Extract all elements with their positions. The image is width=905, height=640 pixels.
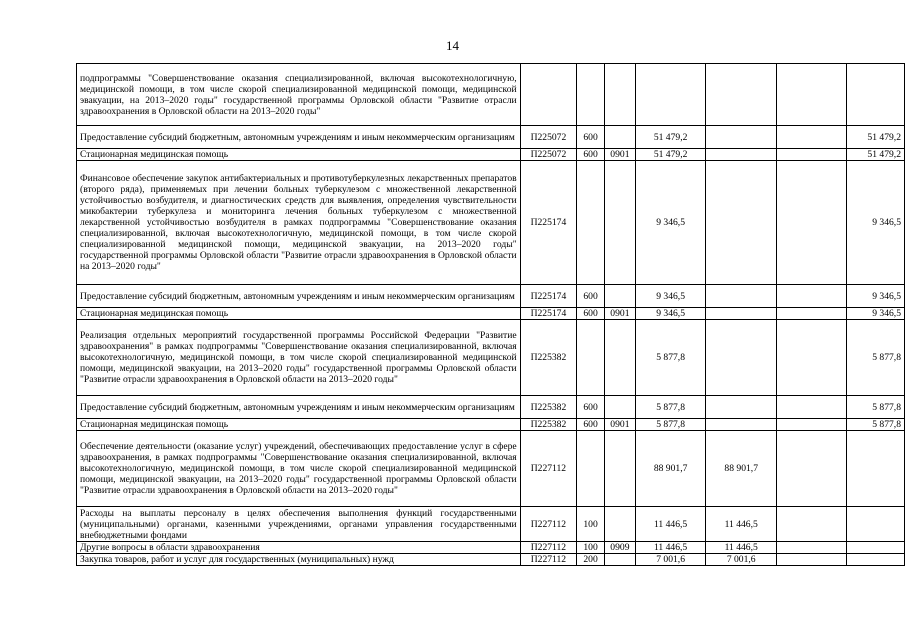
- target-article-code: П225174: [520, 285, 577, 308]
- sum-col-2: 7 001,6: [706, 554, 777, 566]
- expense-type-code: 200: [577, 554, 605, 566]
- target-article-code: П225382: [520, 419, 577, 431]
- sum-total: 5 877,8: [635, 396, 706, 419]
- sum-col-4: [846, 554, 904, 566]
- table-row: [77, 308, 905, 320]
- expense-type-code: 600: [577, 419, 605, 431]
- sum-total: 5 877,8: [635, 419, 706, 431]
- sum-col-3: [777, 308, 847, 320]
- sum-col-3: [777, 64, 847, 126]
- row-description: подпрограммы "Совершенствование оказания специализированной, включая высокотехнологичную, медицинской помощи, в том числе скорой специализированной медицинской помощи, медицинской эвакуации, на 2013–2020 годы" государственной программы Орловской области "Развитие отрасли здравоохранения в Орловской области на 2013–2020 годы": [77, 64, 521, 126]
- target-article-code: П227112: [520, 554, 577, 566]
- target-article-code: П225382: [520, 320, 577, 396]
- sum-total: 11 446,5: [635, 507, 706, 542]
- section-code: [604, 126, 635, 149]
- table-row: [77, 554, 905, 566]
- sum-col-4: 9 346,5: [846, 161, 904, 285]
- target-article-code: П225174: [520, 308, 577, 320]
- row-description: Реализация отдельных мероприятий государственной программы Российской Федерации "Развитие здравоохранения" в рамках подпрограммы "Совершенствование оказания специализированной, включая высокотехнологичную, медицинской помощи, в том числе скорой специализированной медицинской помощи, медицинской эвакуации, на 2013–2020 годы" государственной программы Орловской области "Развитие отрасли здравоохранения в Орловской области на 2013–2020 годы": [77, 320, 521, 396]
- sum-total: 11 446,5: [635, 542, 706, 554]
- sum-col-4: 51 479,2: [846, 149, 904, 161]
- table-row: [77, 320, 905, 396]
- section-code: [604, 320, 635, 396]
- sum-total: [635, 64, 706, 126]
- sum-col-2: 11 446,5: [706, 507, 777, 542]
- row-description: Стационарная медицинская помощь: [77, 308, 521, 320]
- target-article-code: П227112: [520, 431, 577, 507]
- target-article-code: П225174: [520, 161, 577, 285]
- sum-total: 51 479,2: [635, 126, 706, 149]
- section-code: 0909: [604, 542, 635, 554]
- expense-type-code: [577, 431, 605, 507]
- row-description: Обеспечение деятельности (оказание услуг) учреждений, обеспечивающих предоставление услуг в сфере здравоохранения, в рамках подпрограммы "Совершенствование оказания специализированной, включая высокотехнологичную, медицинской помощи, в том числе скорой специализированной медицинской помощи, медицинской эвакуации, на 2013–2020 годы" государственной программы Орловской области "Развитие отрасли здравоохранения в Орловской области на 2013–2020 годы": [77, 431, 521, 507]
- expense-type-code: 600: [577, 308, 605, 320]
- sum-col-2: [706, 285, 777, 308]
- table-row: [77, 542, 905, 554]
- sum-total: 7 001,6: [635, 554, 706, 566]
- row-description: Другие вопросы в области здравоохранения: [77, 542, 521, 554]
- sum-col-2: [706, 419, 777, 431]
- table-row: [77, 161, 905, 285]
- target-article-code: П227112: [520, 507, 577, 542]
- sum-col-3: [777, 542, 847, 554]
- sum-col-3: [777, 507, 847, 542]
- sum-col-3: [777, 320, 847, 396]
- expense-type-code: [577, 161, 605, 285]
- expense-type-code: [577, 320, 605, 396]
- sum-col-2: [706, 308, 777, 320]
- table-row: [77, 149, 905, 161]
- sum-total: 9 346,5: [635, 161, 706, 285]
- sum-total: 5 877,8: [635, 320, 706, 396]
- row-description: Закупка товаров, работ и услуг для государственных (муниципальных) нужд: [77, 554, 521, 566]
- section-code: 0901: [604, 419, 635, 431]
- expense-type-code: 600: [577, 396, 605, 419]
- section-code: [604, 507, 635, 542]
- table-row: [77, 126, 905, 149]
- row-description: Стационарная медицинская помощь: [77, 149, 521, 161]
- sum-col-2: [706, 396, 777, 419]
- target-article-code: П225072: [520, 149, 577, 161]
- sum-col-4: 5 877,8: [846, 419, 904, 431]
- page-number: 14: [446, 38, 459, 53]
- target-article-code: П225382: [520, 396, 577, 419]
- expense-type-code: 100: [577, 507, 605, 542]
- sum-col-4: 9 346,5: [846, 308, 904, 320]
- sum-col-4: 9 346,5: [846, 285, 904, 308]
- sum-col-2: [706, 149, 777, 161]
- expense-type-code: 100: [577, 542, 605, 554]
- target-article-code: П225072: [520, 126, 577, 149]
- table-row: [77, 396, 905, 419]
- sum-col-4: 5 877,8: [846, 396, 904, 419]
- section-code: [604, 396, 635, 419]
- sum-col-3: [777, 285, 847, 308]
- sum-col-4: [846, 431, 904, 507]
- sum-col-4: 5 877,8: [846, 320, 904, 396]
- section-code: [604, 161, 635, 285]
- section-code: [604, 431, 635, 507]
- expense-type-code: 600: [577, 285, 605, 308]
- budget-table: [76, 63, 905, 566]
- expense-type-code: 600: [577, 126, 605, 149]
- sum-col-3: [777, 431, 847, 507]
- table-row: [77, 64, 905, 126]
- sum-col-3: [777, 554, 847, 566]
- sum-col-4: 51 479,2: [846, 126, 904, 149]
- sum-total: 9 346,5: [635, 308, 706, 320]
- sum-col-2: [706, 126, 777, 149]
- sum-col-2: [706, 64, 777, 126]
- table-row: [77, 507, 905, 542]
- sum-col-3: [777, 149, 847, 161]
- table-row: [77, 419, 905, 431]
- row-description: Предоставление субсидий бюджетным, автономным учреждениям и иным некоммерческим организациям: [77, 126, 521, 149]
- sum-col-3: [777, 419, 847, 431]
- table-row: [77, 431, 905, 507]
- section-code: 0901: [604, 149, 635, 161]
- row-description: Финансовое обеспечение закупок антибактериальных и противотуберкулезных лекарственных препаратов (второго ряда), применяемых при лечении больных туберкулезом с множественной лекарственной устойчивостью возбудителя, и диагностических средств для выявления, определения чувствительности микобактерии туберкулеза и мониторинга лечения больных туберкулезом с множественной лекарственной устойчивостью возбудителя в рамках подпрограммы "Совершенствование оказания специализированной, включая высокотехнологичную, медицинской помощи, в том числе скорой специализированной медицинской помощи, медицинской эвакуации, на 2013–2020 годы" государственной программы Орловской области "Развитие отрасли здравоохранения в Орловской области на 2013–2020 годы": [77, 161, 521, 285]
- sum-col-3: [777, 126, 847, 149]
- sum-col-2: 11 446,5: [706, 542, 777, 554]
- target-article-code: [520, 64, 577, 126]
- sum-col-2: [706, 320, 777, 396]
- row-description: Предоставление субсидий бюджетным, автономным учреждениям и иным некоммерческим организациям: [77, 396, 521, 419]
- sum-col-4: [846, 64, 904, 126]
- expense-type-code: [577, 64, 605, 126]
- sum-col-4: [846, 507, 904, 542]
- sum-col-4: [846, 542, 904, 554]
- section-code: [604, 64, 635, 126]
- table-row: [77, 285, 905, 308]
- sum-col-2: [706, 161, 777, 285]
- sum-col-3: [777, 396, 847, 419]
- section-code: [604, 285, 635, 308]
- sum-total: 9 346,5: [635, 285, 706, 308]
- expense-type-code: 600: [577, 149, 605, 161]
- row-description: Предоставление субсидий бюджетным, автономным учреждениям и иным некоммерческим организациям: [77, 285, 521, 308]
- sum-col-3: [777, 161, 847, 285]
- row-description: Расходы на выплаты персоналу в целях обеспечения выполнения функций государственными (муниципальными) органами, казенными учреждениями, органами управления государственными внебюджетными фондами: [77, 507, 521, 542]
- sum-total: 88 901,7: [635, 431, 706, 507]
- sum-col-2: 88 901,7: [706, 431, 777, 507]
- section-code: 0901: [604, 308, 635, 320]
- row-description: Стационарная медицинская помощь: [77, 419, 521, 431]
- section-code: [604, 554, 635, 566]
- sum-total: 51 479,2: [635, 149, 706, 161]
- target-article-code: П227112: [520, 542, 577, 554]
